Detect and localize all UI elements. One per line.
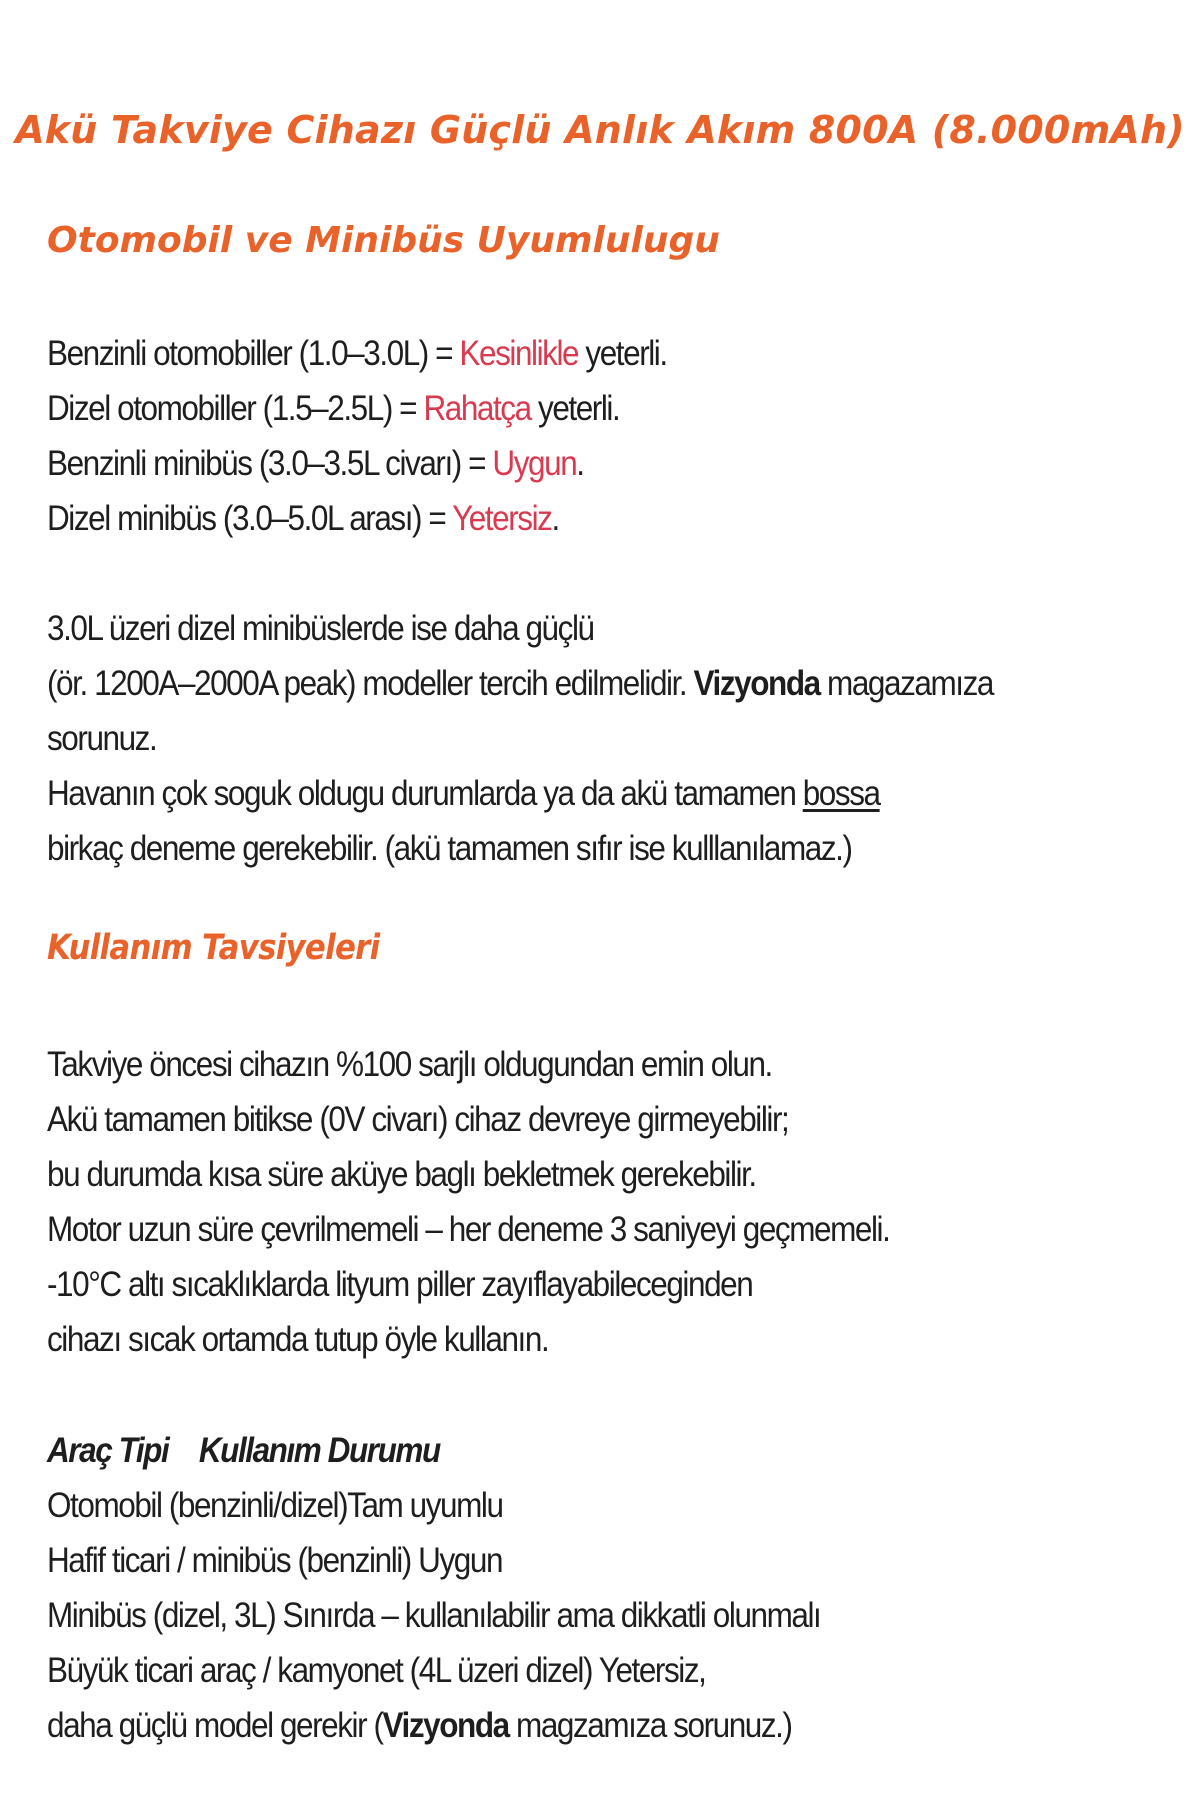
table-row: Hafif ticari / minibüs (benzinli) Uygun — [47, 1541, 503, 1580]
table-text: magzamıza sorunuz.) — [508, 1706, 792, 1745]
table-header-vehicle-type: Araç Tipi — [47, 1431, 169, 1470]
vehicle-usage-table — [47, 1423, 820, 1753]
compat-label: Benzinli otomobiller (1.0–3.0L) = — [47, 334, 460, 373]
note-line: birkaç deneme gerekebilir. (akü tamamen sıfır ise kulllanılamaz.) — [47, 829, 852, 868]
table-row: Otomobil (benzinli/dizel)Tam uyumlu — [47, 1486, 503, 1525]
note-text: magazamıza — [819, 664, 993, 703]
tip-line: cihazı sıcak ortamda tutup öyle kullanın. — [47, 1320, 549, 1359]
note-line — [47, 656, 993, 711]
compat-row — [47, 436, 667, 491]
note-text: (ör. 1200A–2000A peak) modeller tercih edilmelidir. — [47, 664, 694, 703]
compatibility-heading: Otomobil ve Minibüs Uyumlulugu — [47, 220, 720, 261]
compat-label: Dizel otomobiller (1.5–2.5L) = — [47, 389, 424, 428]
compat-value: Uygun — [492, 444, 577, 483]
note-paragraph — [47, 601, 993, 876]
usage-tips-heading: Kullanım Tavsiyeleri — [47, 928, 380, 968]
compat-suffix: yeterli. — [578, 334, 667, 373]
compat-value: Kesinlikle — [459, 334, 579, 373]
compatibility-list — [47, 326, 667, 546]
tip-line: Akü tamamen bitikse (0V civarı) cihaz devreye girmeyebilir; — [47, 1100, 789, 1139]
compat-suffix: yeterli. — [530, 389, 620, 428]
brand-name: Vizyonda — [693, 664, 820, 703]
brand-name: Vizyonda — [382, 1706, 509, 1745]
compat-label: Dizel minibüs (3.0–5.0L arası) = — [47, 499, 453, 538]
tip-line: Motor uzun süre çevrilmemeli – her deneme 3 saniyeyi geçmemeli. — [47, 1210, 890, 1249]
compat-row — [47, 381, 667, 436]
page-title: Akü Takviye Cihazı Güçlü Anlık Akım 800A (8.000mAh) — [15, 108, 1185, 152]
table-header — [47, 1423, 820, 1478]
table-header-usage-status: Kullanım Durumu — [198, 1431, 440, 1470]
compat-value: Yetersiz — [452, 499, 552, 538]
compat-label: Benzinli minibüs (3.0–3.5L civarı) = — [47, 444, 493, 483]
underlined-word: bossa — [802, 774, 880, 813]
table-row: Minibüs (dizel, 3L) Sınırda – kullanılabilir ama dikkatli olunmalı — [47, 1596, 821, 1635]
compat-row — [47, 491, 667, 546]
table-text: daha güçlü model gerekir ( — [47, 1706, 383, 1745]
note-line: 3.0L üzeri dizel minibüslerde ise daha güçlü — [47, 609, 594, 648]
usage-tips-list — [47, 1037, 889, 1367]
tip-line: Takviye öncesi cihazın %100 sarjlı oldugundan emin olun. — [47, 1045, 772, 1084]
table-row: Büyük ticari araç / kamyonet (4L üzeri dizel) Yetersiz, — [47, 1651, 706, 1690]
note-text: Havanın çok soguk oldugu durumlarda ya da akü tamamen — [47, 774, 803, 813]
note-line — [47, 766, 993, 821]
tip-line: -10°C altı sıcaklıklarda lityum piller zayıflayabileceginden — [47, 1265, 753, 1304]
note-line: sorunuz. — [47, 719, 157, 758]
table-row — [47, 1698, 820, 1753]
compat-row — [47, 326, 667, 381]
compat-suffix: . — [551, 499, 559, 538]
compat-suffix: . — [576, 444, 584, 483]
tip-line: bu durumda kısa süre aküye baglı bekletmek gerekebilir. — [47, 1155, 756, 1194]
compat-value: Rahatça — [423, 389, 531, 428]
